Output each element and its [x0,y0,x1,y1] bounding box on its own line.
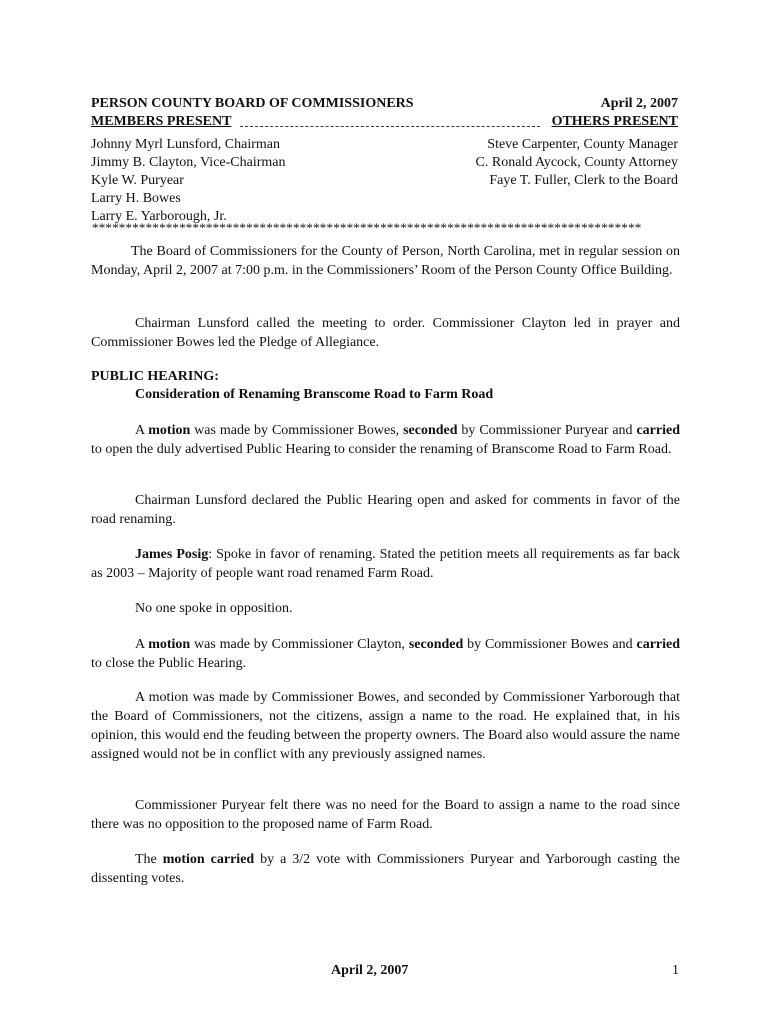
others-present-heading: OTHERS PRESENT [551,114,678,129]
member-item: Kyle W. Puryear [91,173,184,188]
others-item: Faye T. Fuller, Clerk to the Board [489,173,678,188]
footer-date: April 2, 2007 [331,963,409,978]
page-number: 1 [672,963,679,978]
section-subheading: Consideration of Renaming Branscome Road to Farm Road [135,387,494,402]
paragraph-vote-result: The motion carried by a 3/2 vote with Commissioners Puryear and Yarborough casting the dissenting votes. [91,852,681,886]
others-item: Steve Carpenter, County Manager [487,137,678,152]
paragraph-speaker-comment: James Posig: Spoke in favor of renaming. Stated the petition meets all requirements as far back as 2003 – Majority of people want road renamed Farm Road. [91,547,681,581]
member-item: Larry H. Bowes [91,191,181,206]
paragraph-opening: The Board of Commissioners for the County of Person, North Carolina, met in regular session on Monday, April 2, 2007 at 7:00 p.m. in the Commissioners’ Room of the Person County Office Building. [91,244,680,278]
member-item: Jimmy B. Clayton, Vice-Chairman [91,155,286,170]
paragraph-naming-motion: A motion was made by Commissioner Bowes, and seconded by Commissioner Yarborough that the Board of Commissioners, not the citizens, assign a name to the road. He explained that, in his opinion, this would end the feuding between the property owners. The Board also would assure the name assigned would not be in conflict with any previously assigned names. [91,690,680,762]
member-item: Johnny Myrl Lunsford, Chairman [91,137,280,152]
others-item: C. Ronald Aycock, County Attorney [475,155,678,170]
paragraph-open-hearing-motion: A motion was made by Commissioner Bowes, seconded by Commissioner Puryear and carried to open the duly advertised Public Hearing to consider the renaming of Branscome Road to Farm Road. [91,423,680,457]
paragraph-close-hearing-motion: A motion was made by Commissioner Clayton, seconded by Commissioner Bowes and carried to close the Public Hearing. [91,637,681,671]
section-heading: PUBLIC HEARING: [91,369,219,384]
paragraph-puryear-comment: Commissioner Puryear felt there was no need for the Board to assign a name to the road since there was no opposition to the proposed name of Farm Road. [91,798,680,832]
paragraph-no-opposition: No one spoke in opposition. [135,601,293,616]
member-item: Larry E. Yarborough, Jr. [91,209,227,224]
star-separator: ********************************************************************************** [92,220,642,235]
paragraph-call-to-order: Chairman Lunsford called the meeting to order. Commissioner Clayton led in prayer and Commissioner Bowes led the Pledge of Allegiance. [91,316,680,350]
header-divider [240,126,540,127]
meeting-date: April 2, 2007 [600,96,678,111]
org-title: PERSON COUNTY BOARD OF COMMISSIONERS [91,96,414,111]
paragraph-hearing-open: Chairman Lunsford declared the Public Hearing open and asked for comments in favor of the road renaming. [91,493,680,527]
members-present-heading: MEMBERS PRESENT [91,114,232,129]
